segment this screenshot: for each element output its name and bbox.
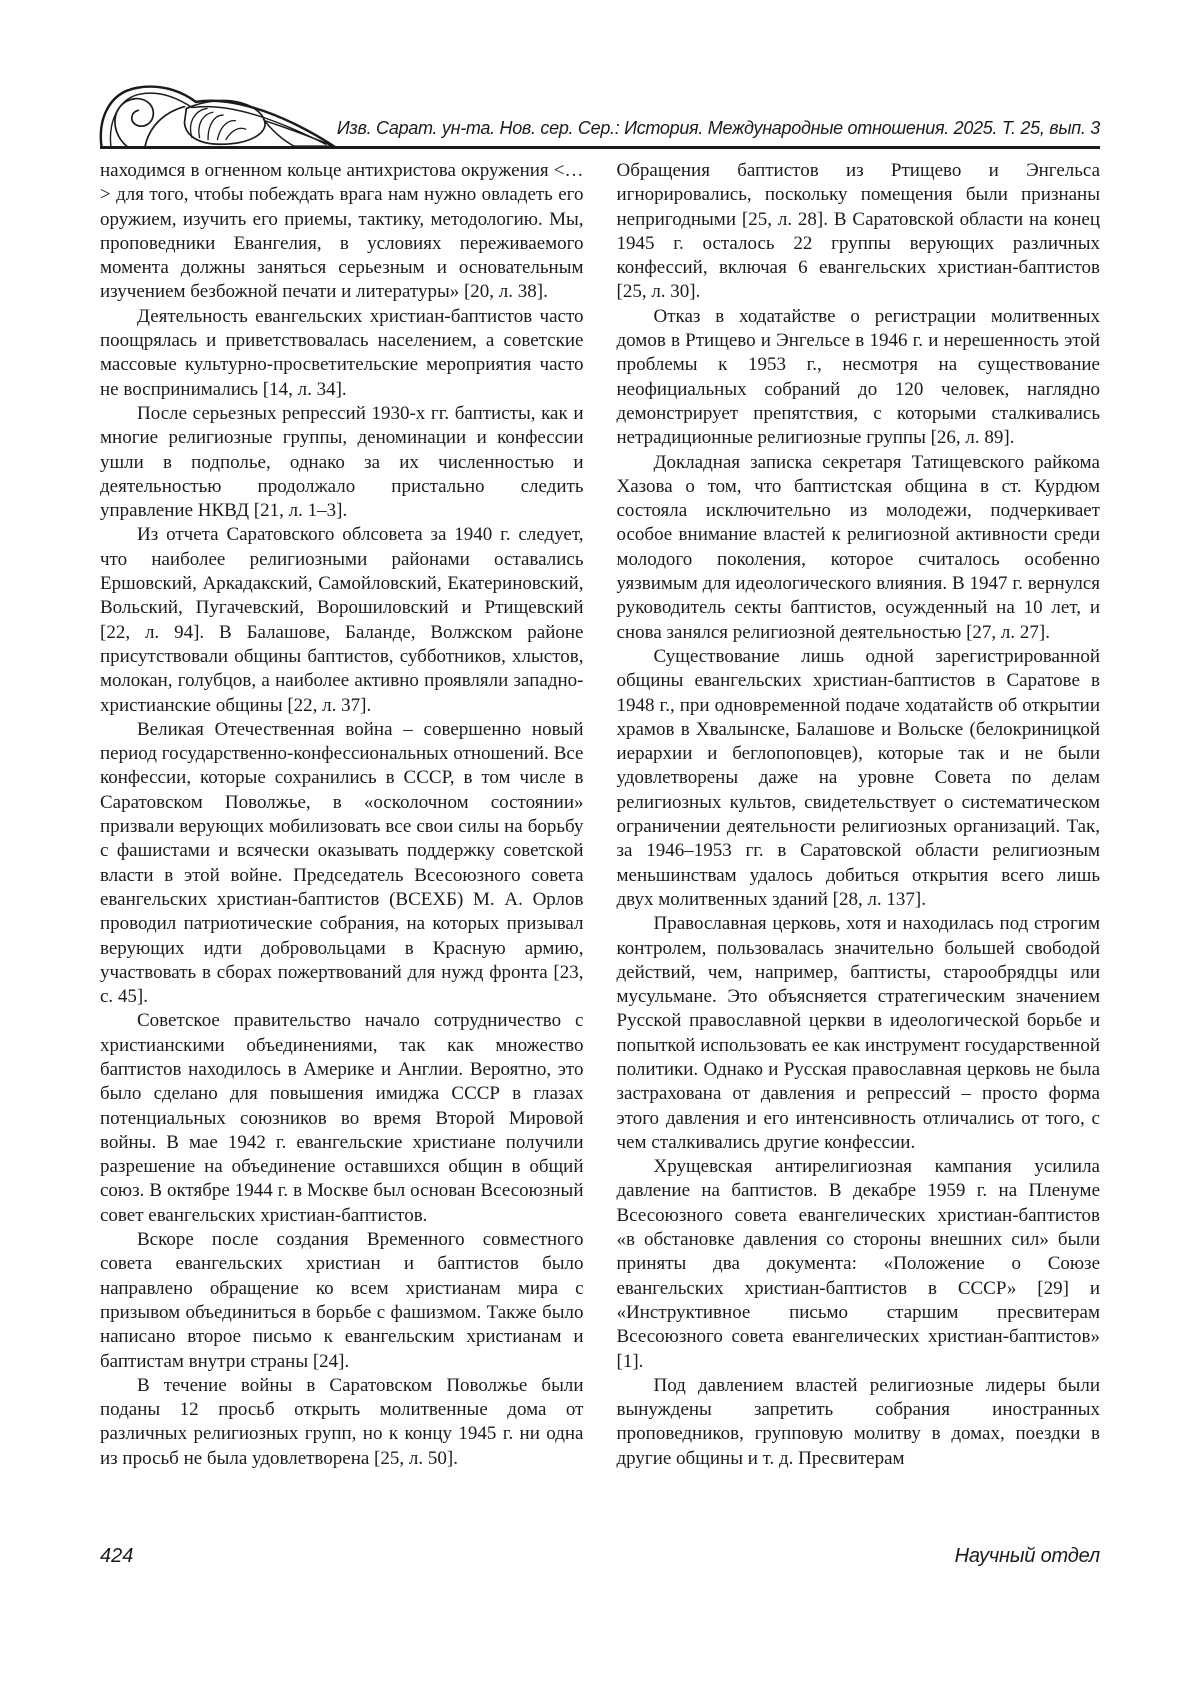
paragraph: Православная церковь, хотя и находилась под строгим контролем, пользовалась значительно большей свободой действий, чем, например, баптисты, старообрядцы или мусульмане. Это объясняется стратегическим значением Русской православной церкви в идеологической борьбе и попыткой использовать ее как инструмент государственной политики. Однако и Русская православная церковь не была застрахована от давления и репрессий – просто форма этого давления и его интенсивность отличались от того, с чем сталкивались другие конфессии. xyxy=(616,913,1100,1153)
paragraph: После серьезных репрессий 1930-х гг. баптисты, как и многие религиозные группы, деноминации и конфессии ушли в подполье, однако за их численностью и деятельностью продолжало пристально следить управление НКВД [21, л. 1–3]. xyxy=(100,402,584,522)
paragraph: Отказ в ходатайстве о регистрации молитвенных домов в Ртищево и Энгельсе в 1946 г. и нерешенность этой проблемы к 1953 г., несмотря на существование неофициальных собраний до 120 человек, наглядно демонстрирует препятствия, с которыми сталкивались нетрадиционные религиозные группы [26, л. 89]. xyxy=(616,305,1100,449)
paragraph: находимся в огненном кольце антихристова окружения <…> для того, чтобы побеждать врага нам нужно овладеть его оружием, изучить его приемы, тактику, методологию. Мы, проповедники Евангелия, в условиях переживаемого момента должны заняться серьезным и основательным изучением безбожной печати и литературы» [20, л. 38]. xyxy=(100,160,584,303)
right-column xyxy=(617,159,1101,1471)
page-number: 424 xyxy=(100,1545,134,1567)
journal-logo-ornament-icon xyxy=(94,79,339,153)
paragraph: Из отчета Саратовского облсовета за 1940 г. следует, что наиболее религиозными районами оставались Ершовский, Аркадакский, Самойловский, Екатериновский, Вольский, Пугачевский, Ворошиловский и Ртищевский [22, л. 94]. В Балашове, Баланде, Волжском районе присутствовали общины баптистов, субботников, хлыстов, молокан, голубцов, а наиболее активно проявляли западно-христианские общины [22, л. 37]. xyxy=(100,524,584,716)
paragraph: Существование лишь одной зарегистрированной общины евангельских христиан-баптистов в Саратове в 1948 г., при одновременной подаче ходатайств об открытии храмов в Хвалынске, Балашове и Вольске (белокриницкой иерархии и беглопоповцев), которые так и не были удовлетворены даже на уровне Совета по делам религиозных культов, свидетельствует о систематическом ограничении деятельности религиозных организаций. Так, за 1946–1953 гг. в Саратовской области религиозным меньшинствам удалось добиться открытия всего лишь двух молитвенных зданий [28, л. 137]. xyxy=(616,645,1100,910)
paragraph: Вскоре после создания Временного совместного совета евангельских христиан и баптистов было направлено обращение ко всем христианам мира с призывом объединиться в борьбе с фашизмом. Также было написано второе письмо к евангельским христианам и баптистам внутри страны [24]. xyxy=(100,1229,584,1372)
journal-title-line: Изв. Сарат. ун-та. Нов. сер. Сер.: История. Международные отношения. 2025. Т. 25, вып. 3 xyxy=(336,118,1100,138)
left-column xyxy=(100,159,584,1471)
paragraph: Докладная записка секретаря Татищевского райкома Хазова о том, что баптистская община в ст. Курдюм состояла исключительно из молодежи, подчеркивает особое внимание властей к религиозной активности среди молодого поколения, которое считалось особенно уязвимым для идеологического влияния. В 1947 г. вернулся руководитель секты баптистов, осужденный на 10 лет, и снова занялся религиозной деятельностью [27, л. 27]. xyxy=(616,451,1100,643)
paragraph: Деятельность евангельских христиан-баптистов часто поощрялась и приветствовалась населением, а советские массовые культурно-просветительские мероприятия часто не воспринимались [14, л. 34]. xyxy=(100,305,584,400)
paragraph: Великая Отечественная война – совершенно новый период государственно-конфессиональных отношений. Все конфессии, которые сохранились в СССР, в том числе в Саратовском Поволжье, в «осколочном состоянии» призвали верующих мобилизовать все свои силы на борьбу с фашистами и всячески оказывать поддержку советской власти в этой войне. Председатель Всесоюзного совета евангельских христиан-баптистов (ВСЕХБ) М. А. Орлов проводил патриотические собрания, на которых призывал верующих идти добровольцами в Красную армию, участвовать в сборах пожертвований для нужд фронта [23, с. 45]. xyxy=(100,718,584,1008)
paragraph: Под давлением властей религиозные лидеры были вынуждены запретить собрания иностранных проповедников, групповую молитву в домах, поездки в другие общины и т. д. Пресвитерам xyxy=(616,1374,1100,1469)
article-body xyxy=(100,159,1100,1471)
paragraph: Хрущевская антирелигиозная кампания усилила давление на баптистов. В декабре 1959 г. на Пленуме Всесоюзного совета евангелических христиан-баптистов «в обстановке давления со стороны внешних сил» были приняты два документа: «Положение о Союзе евангельских христиан-баптистов в СССР» [29] и «Инструктивное письмо старшим пресвитерам Всесоюзного совета евангелических христиан-баптистов» [1]. xyxy=(616,1156,1100,1372)
page-header xyxy=(100,70,1100,149)
paragraph: Обращения баптистов из Ртищево и Энгельса игнорировались, поскольку помещения были признаны непригодными [25, л. 28]. В Саратовской области на конец 1945 г. осталось 22 группы верующих различных конфессий, включая 6 евангельских христиан-баптистов [25, л. 30]. xyxy=(616,160,1100,303)
section-label: Научный отдел xyxy=(954,1545,1100,1567)
paragraph: В течение войны в Саратовском Поволжье были поданы 12 просьб открыть молитвенные дома от различных религиозных групп, но к концу 1945 г. ни одна из просьб не была удовлетворена [25, л. 50]. xyxy=(100,1374,584,1469)
paragraph: Советское правительство начало сотрудничество с христианскими объединениями, так как множество баптистов находилось в Америке и Англии. Вероятно, это было сделано для повышения имиджа СССР в глазах потенциальных союзников во время Второй Мировой войны. В мае 1942 г. евангельские христиане получили разрешение на объединение оставшихся общин в общий союз. В октябре 1944 г. в Москве был основан Всесоюзный совет евангельских христиан-баптистов. xyxy=(100,1010,584,1226)
